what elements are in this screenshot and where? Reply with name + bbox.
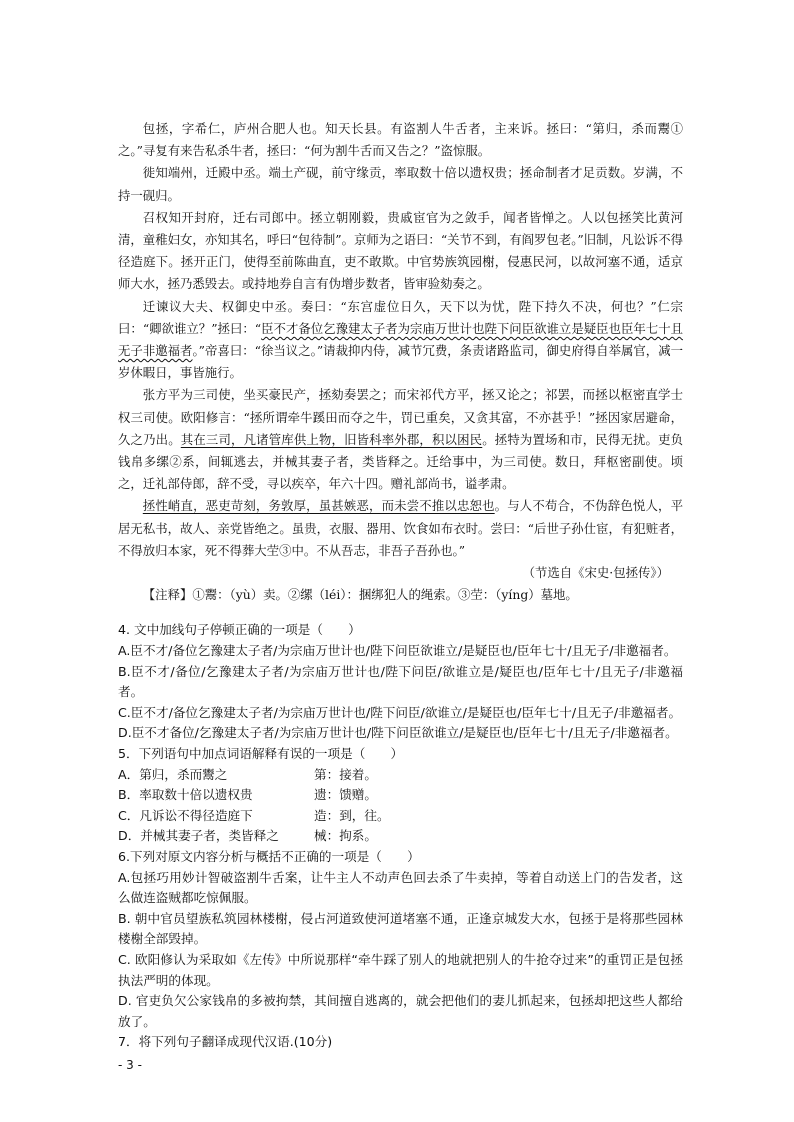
passage-paragraph-1: 包拯，字希仁，庐州合肥人也。知天长县。有盗割人牛舌者，主来诉。拯曰：“第归，杀而鬻①之。”寻复有来告私杀牛者，拯曰：“何为割牛舌而又告之？”盗惊服。: [118, 121, 683, 159]
underlined-sentence-translate-1: 其在三司，凡诸管库供上物，旧皆科率外郡，积以困民: [180, 431, 483, 447]
question-5-option-b: [118, 785, 683, 806]
question-7-stem: 7．将下列句子翻译成现代汉语.(10分): [118, 1034, 333, 1050]
question-4-option-c: C.臣不才/备位乞豫建太子者/为宗庙万世计也/陛下问臣/欲谁立/是疑臣也/臣年七十/且无子/非邀福者。: [118, 704, 682, 720]
option-gloss: 遗：馈赠。: [314, 787, 377, 803]
question-5-option-a: [118, 765, 683, 786]
classical-passage: [118, 118, 683, 606]
passage-paragraph-6: [118, 495, 683, 562]
passage-paragraph-5: [118, 384, 683, 495]
question-5-option-d: [118, 826, 683, 847]
question-4-stem: 4. 文中加线句子停顿正确的一项是（ ）: [118, 622, 361, 638]
question-6-option-a: A.包拯巧用妙计智破盗割牛舌案，让牛主人不动声色回去杀了牛卖掉，等着自动送上门的告发者，这么做连盗贼都吃惊佩服。: [118, 869, 683, 906]
question-6-option-b: B. 朝中官员望族私筑园林楼榭，侵占河道致使河道堵塞不通，正逢京城发大水，包拯于是将那些园林楼榭全部毁掉。: [118, 910, 683, 947]
passage-source: （节选自《宋史·包拯传》）: [522, 565, 669, 581]
question-6-option-c: C. 欧阳修认为采取如《左传》中所说那样“牵牛踩了别人的地就把别人的牛抢夺过来”的重罚正是包拯执法严明的体现。: [118, 951, 683, 988]
passage-paragraph-2: 徙知端州，迁殿中丞。端土产砚，前守缘贡，率取数十倍以遗权贵；拯命制者才足贡数。岁满，不持一砚归。: [118, 165, 683, 203]
question-6-option-d: D. 官吏负欠公家钱帛的多被拘禁，其间擅自逃离的，就会把他们的妻儿抓起来，包拯却把这些人都给放了。: [118, 993, 683, 1029]
underlined-sentence-q4: 臣不才备位乞豫建太子者为宗庙万世计也陛下问臣欲谁立是疑臣也臣年七十且无子非邀福者: [118, 320, 683, 359]
paragraph-4-text-a: 迁谏议大夫、权御史中丞。奏曰：“东宫虚位日久，天下以为忧，陛下持久不决，何也？”仁宗曰：“卿欲谁立？”拯曰：“: [118, 298, 683, 336]
option-sentence: B．率取数十倍以遗权贵: [118, 787, 253, 803]
question-4-option-b: B.臣不才/备位/乞豫建太子者/为宗庙万世计也/陛下问臣/欲谁立是/疑臣也/臣年七十/且无子/非邀福者。: [118, 663, 683, 700]
question-5-option-c: [118, 806, 683, 827]
paragraph-5-text-a: 张方平为三司使，坐买豪民产，拯劾奏罢之；而宋祁代方平，拯又论之；祁罢，而拯以枢密直学士权三司使。欧阳修言：“拯所谓牵牛蹊田而夺之牛，罚已重矣，又贪其富，不亦甚乎！”拯因家居避命，久之乃出。: [118, 387, 683, 447]
option-gloss: 造：到，往。: [314, 807, 390, 823]
passage-notes: 【注释】①鬻：（yù）卖。②缧（léi）：捆绑犯人的绳索。③茔：（yíng）墓地。: [142, 587, 578, 603]
paragraph-4-text-b: 。”帝喜曰：“徐当议之。”请裁抑内侍，减节冗费，条责诸路监司，御史府得自举属官，减一岁休暇日，事皆施行。: [118, 343, 683, 381]
option-gloss: 械：拘系。: [314, 828, 377, 844]
exam-page: [118, 118, 683, 1053]
question-6-stem: 6.下列对原文内容分析与概括不正确的一项是（ ）: [118, 849, 420, 864]
passage-paragraph-4: [118, 296, 683, 385]
questions: [118, 620, 683, 1052]
question-4-option-d: D.臣不才备位/乞豫建太子者/为宗庙万世计也/陛下问臣欲谁立/是疑臣也/臣年七十/且无子/非邀福者。: [118, 725, 678, 741]
passage-paragraph-3: 召权知开封府，迁右司郎中。拯立朝刚毅，贵戚宦官为之敛手，闻者皆惮之。人以包拯笑比黄河清，童稚妇女，亦知其名，呼曰“包待制”。京师为之语曰：“关节不到，有阎罗包老。”旧制，凡讼诉不得径造庭下。拯开正门，使得至前陈曲直，吏不敢欺。中官势族筑园榭，侵惠民河，以故河塞不通，适京师大水，拯乃悉毁去。或持地券自言有伪增步数者，皆审验劾奏之。: [118, 209, 683, 292]
page-number: - 3 -: [118, 1058, 142, 1072]
option-gloss: 第：接着。: [314, 766, 377, 782]
paragraph-6-text-b: 。与人不苟合，不伪辞色悦人，平居无私书，故人、亲党皆绝之。虽贵，衣服、器用、饮食如布衣时。尝曰：“后世子孙仕宦，有犯赃者，不得放归本家，死不得葬大茔③中。不从吾志，非吾子吾孙也。”: [118, 498, 684, 558]
underlined-sentence-translate-2: 拯性峭直，恶吏苛刻，务敦厚，虽甚嫉恶，而未尝不推以忠恕也: [142, 498, 495, 514]
question-5-stem: 5．下列语句中加点词语解释有误的一项是（ ）: [118, 746, 404, 762]
question-4-option-a: A.臣不才/备位乞豫建太子者/为宗庙万世计也/陛下问臣欲谁立/是疑臣也/臣年七十/且无子/非邀福者。: [118, 643, 677, 659]
option-sentence: D．并械其妻子者，类皆释之: [118, 828, 279, 844]
paragraph-5-text-b: 。拯特为置场和市，民得无扰。吏负钱帛多缧②系，间辄逃去，并械其妻子者，类皆释之。迁给事中，为三司使。数日，拜枢密副使。顷之，迁礼部侍郎，辞不受，寻以疾卒，年六十四。赠礼部尚书，谥孝肃。: [118, 431, 684, 492]
option-sentence: C．凡诉讼不得径造庭下: [118, 807, 253, 823]
option-sentence: A．第归，杀而鬻之: [118, 766, 228, 782]
